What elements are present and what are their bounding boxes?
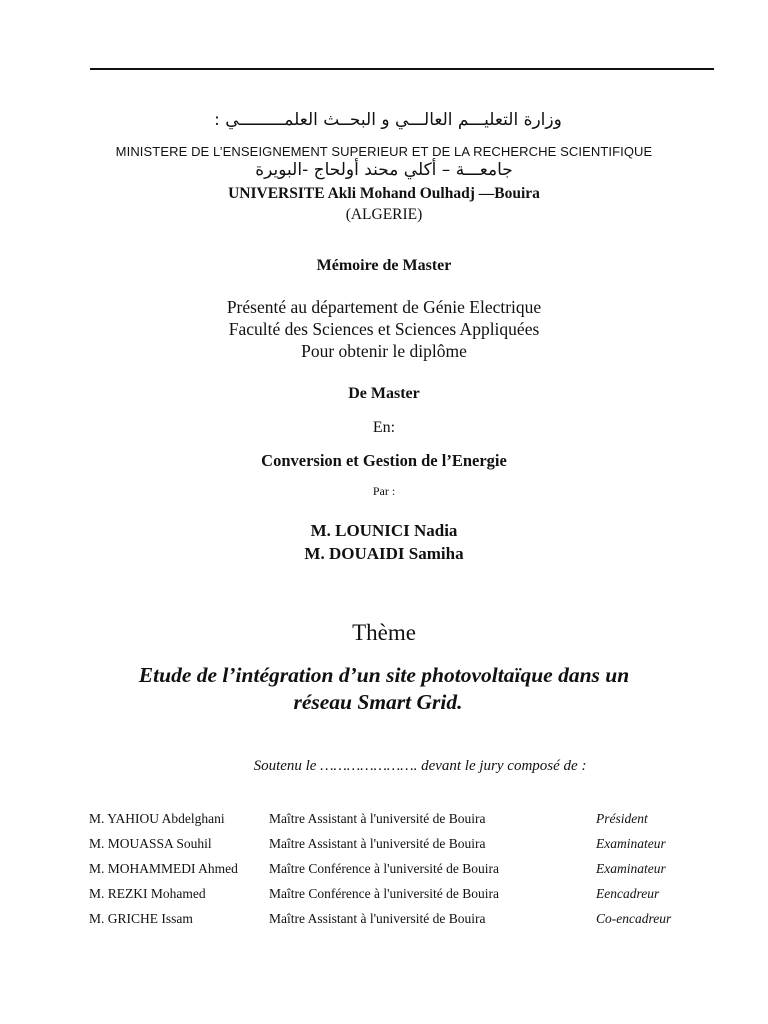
defense-statement: Soutenu le …………………. devant le jury composé de : xyxy=(253,758,587,774)
jury-table xyxy=(89,811,729,936)
diploma-line: Pour obtenir le diplôme xyxy=(301,341,467,361)
jury-member-role: Examinateur xyxy=(596,836,666,851)
thesis-title-line-2: réseau Smart Grid. xyxy=(293,690,463,714)
jury-row xyxy=(89,836,729,861)
jury-row xyxy=(89,861,729,886)
ministry-name-french: MINISTERE DE L’ENSEIGNEMENT SUPERIEUR ET DE LA RECHERCHE SCIENTIFIQUE xyxy=(115,144,653,159)
jury-member-grade: Maître Conférence à l'université de Bouira xyxy=(269,861,499,876)
jury-member-name: M. MOHAMMEDI Ahmed xyxy=(89,861,238,876)
jury-row xyxy=(89,911,729,936)
specialty-name: Conversion et Gestion de l’Energie xyxy=(261,451,507,470)
jury-row xyxy=(89,886,729,911)
theme-label: Thème xyxy=(352,620,416,645)
university-name-french: UNIVERSITE Akli Mohand Oulhadj —Bouira xyxy=(228,185,540,202)
jury-member-name: M. GRICHE Issam xyxy=(89,911,193,926)
author-name: M. DOUAIDI Samiha xyxy=(304,544,464,563)
ministry-name-arabic: وزارة التعليـــم العالـــي و البحــث العلمـــــــــي : xyxy=(214,110,562,130)
jury-member-grade: Maître Assistant à l'université de Bouira xyxy=(269,911,486,926)
top-horizontal-rule xyxy=(90,68,714,70)
thesis-title-line-1: Etude de l’intégration d’un site photovoltaïque dans un xyxy=(138,663,630,687)
jury-member-role: Président xyxy=(596,811,648,826)
university-name-arabic: جامعـــة – أكلي محند أولحاج -البويرة xyxy=(255,160,513,180)
par-label: Par : xyxy=(372,484,396,498)
author-name: M. LOUNICI Nadia xyxy=(310,521,458,540)
jury-member-name: M. YAHIOU Abdelghani xyxy=(89,811,225,826)
jury-member-role: Co-encadreur xyxy=(596,911,672,926)
jury-member-grade: Maître Assistant à l'université de Bouira xyxy=(269,836,486,851)
jury-row xyxy=(89,811,729,836)
faculty-line: Faculté des Sciences et Sciences Appliquées xyxy=(228,319,540,339)
jury-member-name: M. REZKI Mohamed xyxy=(89,886,206,901)
jury-member-grade: Maître Assistant à l'université de Bouira xyxy=(269,811,486,826)
en-label: En: xyxy=(372,419,396,436)
jury-member-name: M. MOUASSA Souhil xyxy=(89,836,212,851)
department-line: Présenté au département de Génie Electrique xyxy=(226,297,542,317)
country-name: (ALGERIE) xyxy=(345,206,423,223)
jury-member-role: Examinateur xyxy=(596,861,666,876)
degree-name: De Master xyxy=(348,385,420,402)
jury-member-role: Eencadreur xyxy=(596,886,660,901)
jury-member-grade: Maître Conférence à l'université de Bouira xyxy=(269,886,499,901)
document-type: Mémoire de Master xyxy=(316,257,452,274)
